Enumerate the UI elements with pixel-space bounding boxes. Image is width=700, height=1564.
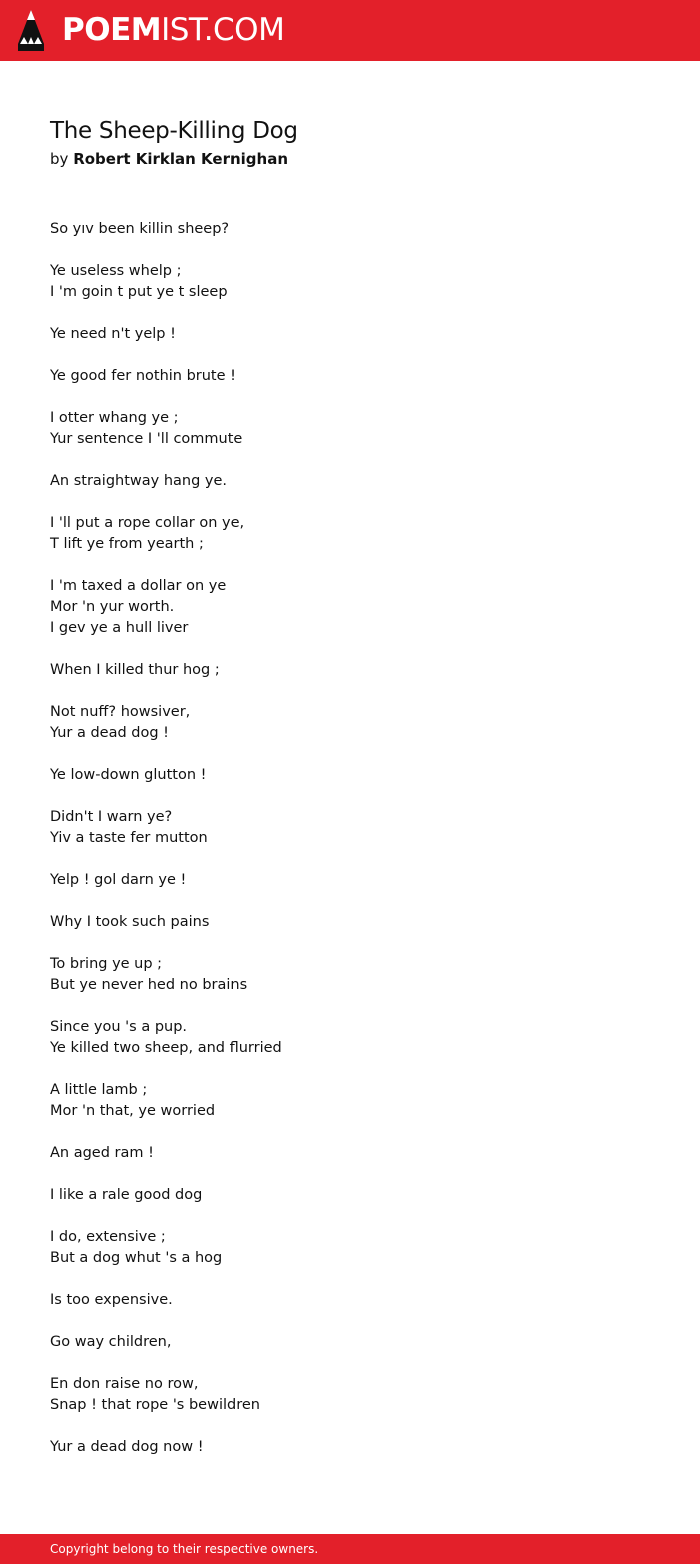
poem-line: Not nuff? howsiver,	[50, 704, 191, 720]
stanza	[50, 1227, 650, 1269]
poem-line: Mor 'n yur worth.	[50, 599, 175, 615]
stanza	[50, 1290, 650, 1311]
stanza	[50, 576, 650, 639]
poem-line: En don raise no row,	[50, 1376, 199, 1392]
stanza	[50, 1185, 650, 1206]
poem-title: The Sheep-Killing Dog	[50, 118, 298, 144]
poem-line: Ye need n't yelp !	[50, 326, 176, 342]
poem-line: I 'll put a rope collar on ye,	[50, 515, 245, 531]
brand-bold: POEM	[62, 12, 162, 48]
stanza	[50, 807, 650, 849]
poem-line: Ye low-down glutton !	[50, 767, 207, 783]
poem-line: Didn't I warn ye?	[50, 809, 173, 825]
stanza	[50, 261, 650, 303]
poem-line: But a dog whut 's a hog	[50, 1250, 223, 1266]
stanza	[50, 1374, 650, 1416]
poem-line: Go way children,	[50, 1334, 172, 1350]
stanza	[50, 765, 650, 786]
poem-line: Mor 'n that, ye worried	[50, 1103, 216, 1119]
poem-line: But ye never hed no brains	[50, 977, 248, 993]
pencil-tip-icon[interactable]	[17, 10, 45, 52]
poem-line: I otter whang ye ;	[50, 410, 179, 426]
poem-line: An straightway hang ye.	[50, 473, 228, 489]
poem-line: Yiv a taste fer mutton	[50, 830, 208, 846]
poem-line: When I killed thur hog ;	[50, 662, 220, 678]
poem-line: I 'm taxed a dollar on ye	[50, 578, 227, 594]
site-header	[0, 0, 700, 61]
poem-line: Yur a dead dog !	[50, 725, 169, 741]
poem-line: Yur a dead dog now !	[50, 1439, 204, 1455]
poem-line: Since you 's a pup.	[50, 1019, 188, 1035]
stanza	[50, 870, 650, 891]
stanza	[50, 366, 650, 387]
brand-light: IST.COM	[161, 12, 285, 48]
stanza	[50, 1332, 650, 1353]
stanza	[50, 702, 650, 744]
poem-line: Ye killed two sheep, and flurried	[50, 1040, 282, 1056]
poem-line: I like a rale good dog	[50, 1187, 203, 1203]
poem-line: Is too expensive.	[50, 1292, 173, 1308]
poem-line: I gev ye a hull liver	[50, 620, 189, 636]
poem-line: Snap ! that rope 's bewildren	[50, 1397, 260, 1413]
stanza	[50, 1437, 650, 1458]
poem-line: To bring ye up ;	[50, 956, 163, 972]
poem-line: So yıv been killin sheep?	[50, 221, 230, 237]
poem-body	[50, 219, 650, 1479]
poem-line: Yur sentence I 'll commute	[50, 431, 243, 447]
stanza	[50, 1143, 650, 1164]
stanza	[50, 408, 650, 450]
stanza	[50, 954, 650, 996]
stanza	[50, 324, 650, 345]
poem-line: I 'm goin t put ye t sleep	[50, 284, 228, 300]
stanza	[50, 1080, 650, 1122]
site-logo-text[interactable]	[62, 11, 284, 49]
byline	[50, 148, 288, 170]
stanza	[50, 660, 650, 681]
stanza	[50, 513, 650, 555]
by-label: by	[50, 150, 69, 168]
poem-line: Yelp ! gol darn ye !	[50, 872, 187, 888]
poem-line: Why I took such pains	[50, 914, 210, 930]
stanza	[50, 471, 650, 492]
poem-line: T lift ye from yearth ;	[50, 536, 204, 552]
poem-line: I do, extensive ;	[50, 1229, 166, 1245]
poem-line: Ye good fer nothin brute !	[50, 368, 236, 384]
author-name: Robert Kirklan Kernighan	[73, 150, 289, 168]
poem-line: A little lamb ;	[50, 1082, 148, 1098]
poem-line: Ye useless whelp ;	[50, 263, 182, 279]
site-footer	[0, 1534, 700, 1564]
copyright-text: Copyright belong to their respective owners.	[50, 1542, 319, 1556]
stanza	[50, 1017, 650, 1059]
stanza	[50, 912, 650, 933]
poem-line: An aged ram !	[50, 1145, 154, 1161]
stanza	[50, 219, 650, 240]
